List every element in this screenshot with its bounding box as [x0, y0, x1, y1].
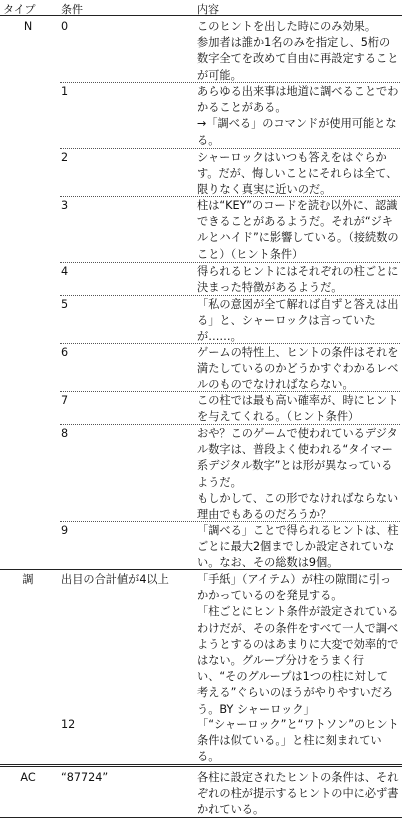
content-line: もしかして、この形でなければならない理由でもあるのだろうか？: [197, 491, 399, 522]
row-condition: 出目の合計値が4以上: [61, 573, 169, 586]
row-divider: [60, 424, 400, 425]
row-content: [197, 717, 399, 766]
row-content: [197, 198, 399, 263]
row-condition: 1: [61, 85, 69, 98]
row-condition: 4: [61, 265, 69, 278]
section-divider: [0, 569, 402, 570]
content-line: ゲームの特性上、ヒントの条件はそれを満たしているのかどうかすぐわかるレベルのものでなければならない。: [197, 346, 399, 392]
row-condition: 7: [61, 394, 69, 407]
row-content: [197, 19, 399, 84]
row-content: [197, 264, 399, 296]
row-condition: 5: [61, 298, 69, 311]
content-line: 「調べる」ことで得られるヒントは、柱ごとに最大2個までしか設定されていない。なお、その総数は9個。: [197, 524, 399, 570]
content-line: 「柱ごとにヒント条件が設定されているわけだが、その条件をすべて一人で調べようとするのはあまりに大変で効率的ではない。グループ分けをうまく行い、“そのグループは1つの柱に対して考える”ぐらいのほうがやりやすいだろう。BY シャーロック」: [197, 605, 399, 716]
content-line: このヒントを出した時にのみ効果。: [197, 20, 377, 33]
content-line: 柱は“KEY”のコードを読む以外に、認識できることがあるようだ。それが“ジキルとハイド”に影響している。（接続数のこと）（ヒント条件）: [197, 199, 399, 261]
content-line: 「“シャーロック”と“ワトソン”のヒント条件は似ている。」と柱に刻まれている。: [197, 718, 399, 764]
row-content: [197, 84, 399, 149]
content-line: 「手紙」（アイテム）が柱の隙間に引っかかっているのを発見する。: [197, 573, 392, 603]
row-divider: [60, 391, 400, 392]
row-condition: 3: [61, 199, 69, 212]
content-line: →「調べる」のコマンドが使用可能となる。: [197, 117, 397, 147]
content-line: 参加者は誰か1名のみを指定し、5桁の数字全てを改めて自由に再設定することが可能。: [197, 36, 399, 82]
row-divider: [60, 343, 400, 344]
row-type: 調: [22, 573, 34, 586]
row-divider: [60, 82, 400, 83]
row-divider: [60, 295, 400, 296]
row-condition: 0: [61, 20, 69, 33]
row-condition: “87724”: [61, 771, 109, 784]
section-divider: [0, 764, 402, 767]
content-line: 「私の意図が全て解れば自ずと答えは出る」と、シャーロックは言っていたが……。: [197, 298, 399, 344]
row-content: [197, 572, 399, 718]
table-bottom-rule: [0, 817, 402, 818]
row-condition: 6: [61, 346, 69, 359]
row-type: AC: [20, 771, 36, 784]
header-condition: 条件: [61, 3, 83, 16]
row-condition: 12: [61, 718, 76, 731]
row-divider: [60, 148, 400, 149]
row-condition: 2: [61, 151, 69, 164]
row-condition: 8: [61, 427, 69, 440]
content-line: この柱では最も高い確率が、時にヒントを与えてくれる。（ヒント条件）: [197, 394, 399, 424]
content-line: 得られるヒントにはそれぞれの柱ごとに決まった特徴があるようだ。: [197, 265, 399, 295]
table-header: [0, 0, 402, 15]
row-content: [197, 770, 399, 819]
row-type: N: [23, 20, 33, 33]
header-content: 内容: [197, 3, 219, 16]
row-content: [197, 426, 399, 523]
row-content: [197, 345, 399, 394]
row-condition: 9: [61, 524, 69, 537]
content-line: あらゆる出来事は地道に調べることでわかることがある。: [197, 85, 399, 115]
content-line: 各柱に設定されたヒントの条件は、それぞれの柱が提示するヒントの中に必ず書かれている。: [197, 771, 399, 817]
row-divider: [60, 521, 400, 522]
row-content: [197, 393, 399, 425]
row-content: [197, 523, 399, 572]
row-content: [197, 150, 399, 199]
row-content: [197, 297, 399, 346]
row-divider: [60, 196, 400, 197]
header-rule: [0, 15, 402, 16]
content-line: おや？このゲームで使われているデジタル数字は、普段よく使われる“タイマー系デジタル数字”とは形が異なっているようだ。: [197, 427, 398, 489]
content-line: シャーロックはいつも答えをはぐらかす。だが、悔しいことにそれらは全て、限りなく真実に近いのだ。: [197, 151, 398, 197]
row-divider: [60, 262, 400, 263]
header-type: タイプ: [3, 3, 36, 16]
